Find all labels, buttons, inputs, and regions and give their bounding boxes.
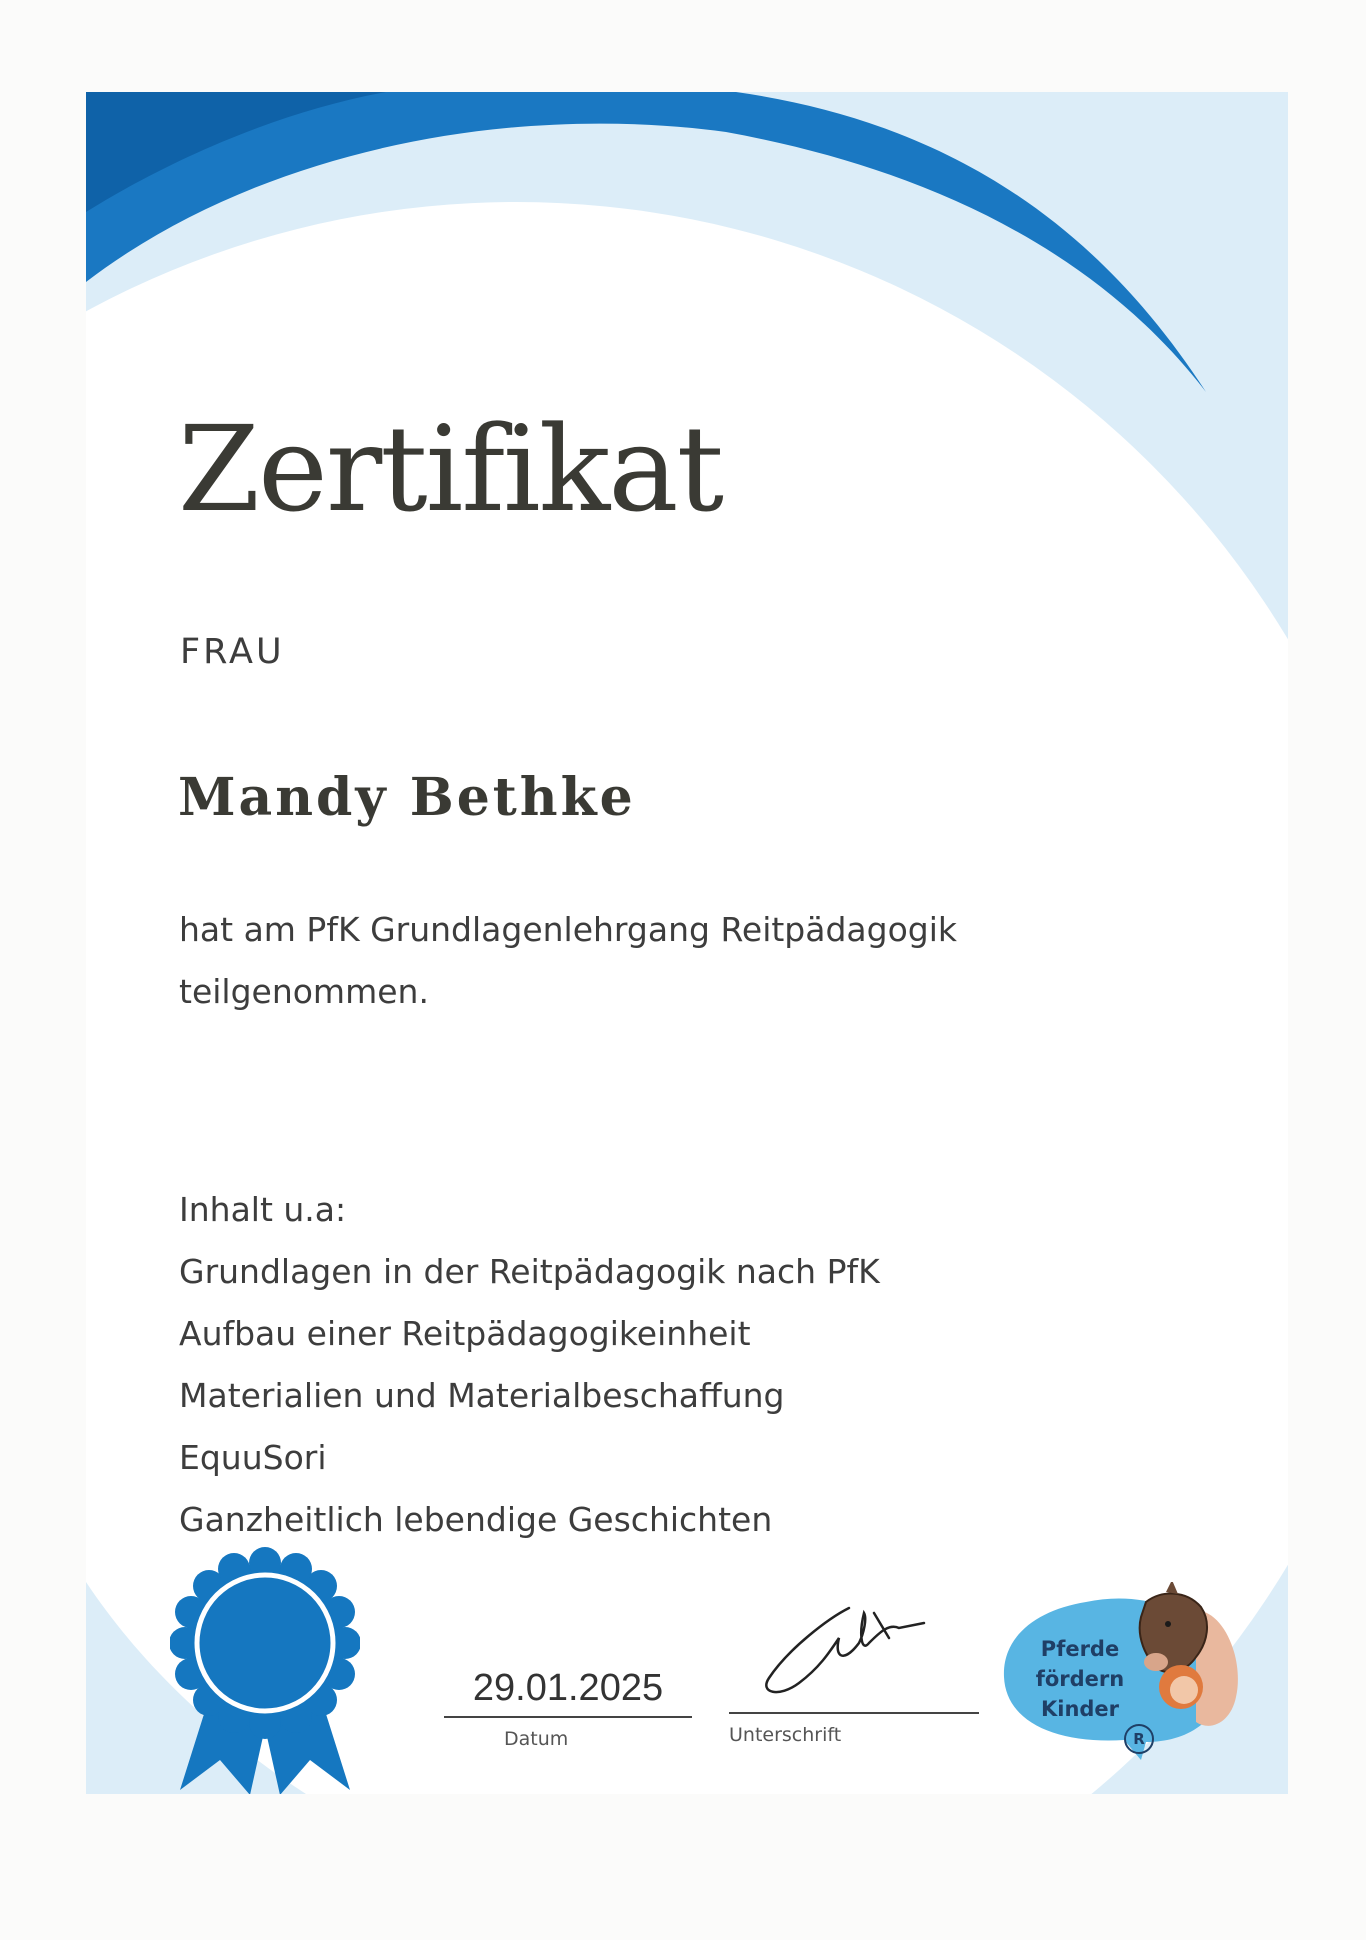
signature-label: Unterschrift [729,1724,842,1746]
registered-mark-icon: R [1124,1724,1154,1754]
certificate-frame [86,92,1288,1794]
recipient-name: Mandy Bethke [178,767,636,828]
logo-text [1020,1634,1140,1724]
handwritten-signature [749,1598,929,1708]
participation-statement [179,899,1119,1023]
statement-line: teilgenommen. [179,972,429,1011]
award-seal-icon [170,1545,360,1794]
pferde-foerdern-kinder-logo [996,1582,1246,1762]
content-item: EquuSori [179,1438,327,1477]
logo-line: fördern [1035,1667,1125,1691]
content-heading: Inhalt u.a: [179,1190,347,1229]
content-item: Ganzheitlich lebendige Geschichten [179,1500,773,1539]
content-list [179,1179,1079,1551]
content-item: Materialien und Materialbeschaffung [179,1376,785,1415]
signature-field [729,1592,979,1746]
content-item: Aufbau einer Reitpädagogikeinheit [179,1314,751,1353]
date-field [444,1667,692,1750]
certificate-title: Zertifikat [178,400,723,538]
date-value: 29.01.2025 [444,1667,692,1718]
signature-line [729,1592,979,1714]
statement-line: hat am PfK Grundlagenlehrgang Reitpädagogik [179,910,957,949]
logo-line: Pferde [1040,1637,1120,1661]
logo-line: Kinder [1040,1697,1120,1721]
date-label: Datum [504,1728,569,1750]
salutation: FRAU [180,632,285,672]
content-item: Grundlagen in der Reitpädagogik nach PfK [179,1252,880,1291]
